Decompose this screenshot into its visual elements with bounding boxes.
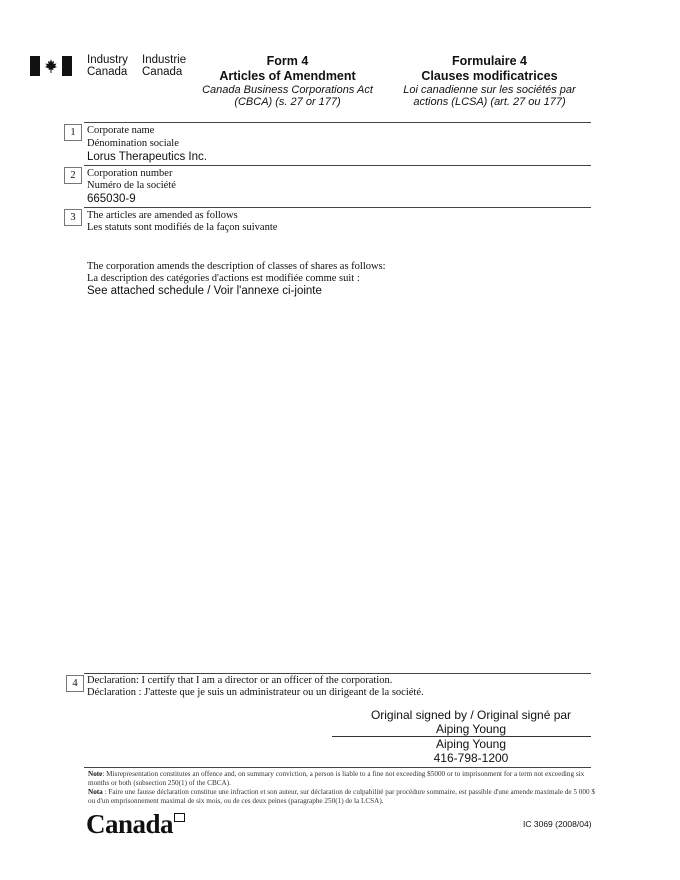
section-4-rule [84,673,591,674]
declaration-fr: Déclaration : J'atteste que je suis un administrateur ou un dirigeant de la société. [87,687,424,698]
form-title-en: Articles of Amendment [219,69,356,83]
form-heading-fr [397,54,582,108]
signature-name: Aiping Young [435,722,507,736]
canada-wordmark: Canada [86,810,185,838]
maple-leaf-icon [40,56,62,76]
act-section-en: (CBCA) (s. 27 or 177) [234,96,341,108]
department-en: Industry Canada [87,54,128,78]
signature-statement: Original signed by / Original signé par [370,708,572,722]
amendment-label-fr: Les statuts sont modifiés de la façon suivante [87,222,278,233]
section-3-rule [84,207,591,208]
form-number-fr: Formulaire 4 [451,54,528,68]
note-fr: Nota : Faire une fausse déclaration constitue une infraction et son auteur, sur déclaration de culpabilité par procédure sommaire, est passible d'une amende maximale de 5 000 $ ou d'un emprisonnement maximal de six mois, ou de ces deux peines (paragraphe 250(1) de la LCSA). [88,788,595,805]
section-number-1: 1 [64,124,82,141]
phone-number: 416-798-1200 [433,751,509,765]
section-number-2: 2 [64,167,82,184]
corporate-name-label-fr: Dénomination sociale [87,138,179,149]
act-name-en: Canada Business Corporations Act [202,84,373,96]
corporation-number-label-en: Corporation number [87,168,173,179]
corporate-name-value: Lorus Therapeutics Inc. [87,151,207,163]
section-1-rule [84,122,591,123]
amendment-body-value: See attached schedule / Voir l'annexe ci-jointe [87,285,322,297]
form-heading-en [195,54,380,108]
canada-flag-icon [30,56,72,76]
amendment-label-en: The articles are amended as follows [87,210,238,221]
corporation-number-label-fr: Numéro de la société [87,180,176,191]
section-2-rule [84,165,591,166]
act-name-fr: Loi canadienne sur les sociétés par [403,84,576,96]
printed-name: Aiping Young [435,737,507,751]
form-title-fr: Clauses modificatrices [421,69,558,83]
declaration-en: Declaration: I certify that I am a director or an officer of the corporation. [87,675,393,686]
form-number-en: Form 4 [266,54,309,68]
amendment-body-fr: La description des catégories d'actions est modifiée comme suit : [87,273,360,284]
amendment-body-en: The corporation amends the description of classes of shares as follows: [87,261,386,272]
corporation-number-value: 665030-9 [87,193,136,205]
note-en: Note: Misrepresentation constitutes an offence and, on summary conviction, a person is liable to a fine not exceeding $5000 or to imprisonment for a term not exceeding six months or both (subsection 250(1) of the CBCA). [88,770,585,787]
wordmark-flag-icon [174,813,185,822]
form-code: IC 3069 (2008/04) [523,819,592,829]
footer-rule [84,767,591,768]
corporate-name-label-en: Corporate name [87,125,155,136]
act-section-fr: actions (LCSA) (art. 27 ou 177) [413,96,566,108]
section-number-4: 4 [66,675,84,692]
department-fr: Industrie Canada [142,54,187,78]
section-number-3: 3 [64,209,82,226]
